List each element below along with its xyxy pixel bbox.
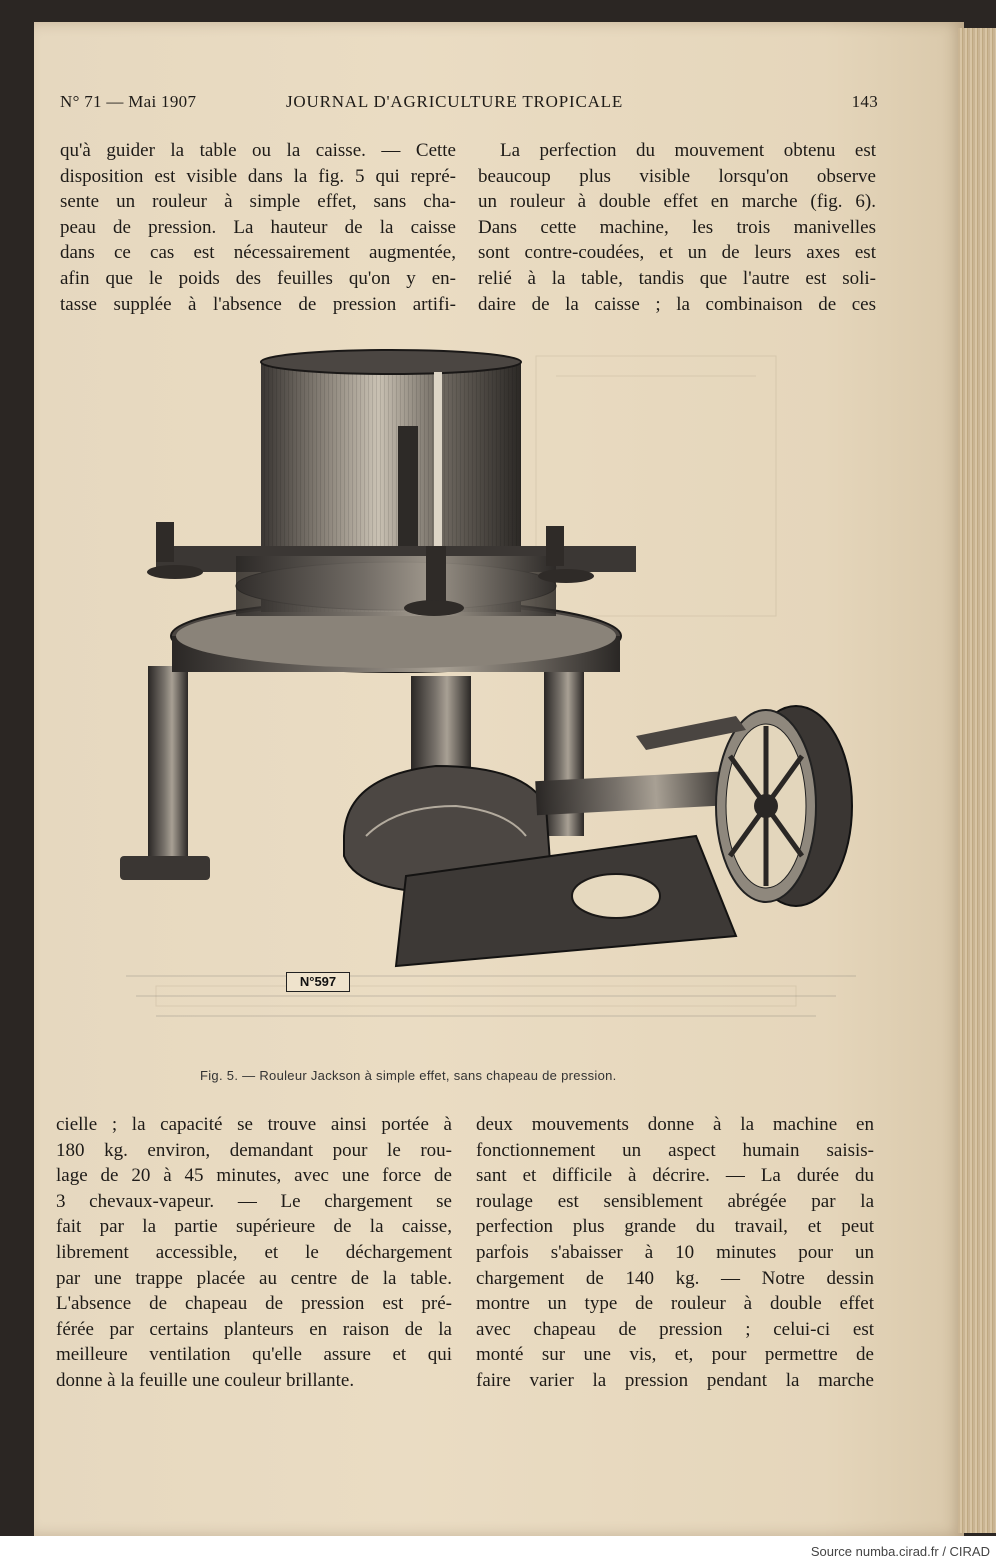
text-line: La perfection du mouvement obtenu est [500,140,876,161]
machine-illustration [96,336,876,1036]
text-line: sont contre-coudées, et un de leurs axes est [478,242,876,264]
text-line: deux mouvements donne à la machine en [476,1114,874,1135]
text-line: 180 kg. environ, demandant pour le rou- [56,1139,452,1161]
text-line: fonctionnement un aspect humain saisis- [476,1139,874,1161]
text-line: férée par certains planteurs en raison de la [56,1318,452,1340]
text-line: faire varier la pression pendant la marche [476,1369,874,1391]
text-line: monté sur une vis, et, pour permettre de [476,1344,874,1366]
text-line: afin que le poids des feuilles qu'on y en- [60,267,456,289]
text-line: meilleure ventilation qu'elle assure et qui [56,1344,452,1366]
figure-caption: Fig. 5. — Rouleur Jackson à simple effet, sans chapeau de pression. [200,1068,617,1083]
text-line: 3 chevaux-vapeur. — Le chargement se [56,1190,452,1212]
running-header [60,92,878,118]
text-line: librement accessible, et le déchargement [56,1241,452,1263]
text-line: sente un rouleur à simple effet, sans cha- [60,191,456,213]
text-line: L'absence de chapeau de pression est pré- [56,1293,452,1315]
text-line: parfois s'abaisser à 10 minutes pour un [476,1241,874,1263]
text-line: beaucoup plus visible lorsqu'on observe [478,165,876,187]
text-line: peau de pression. La hauteur de la caisse [60,216,456,238]
text-line: dans ce cas est nécessairement augmentée, [60,242,456,264]
text-line: fait par la partie supérieure de la caisse, [56,1216,452,1238]
column-bottom-left [56,1112,452,1394]
text-line: un rouleur à double effet en marche (fig. 6). [478,191,876,213]
issue-date: N° 71 — Mai 1907 [60,92,197,111]
plate-number-label: N°597 [286,972,350,992]
text-line: perfection plus grande du travail, et peut [476,1216,874,1238]
column-bottom-right [476,1112,874,1394]
text-line: qu'à guider la table ou la caisse. — Cette [60,140,456,161]
text-line: disposition est visible dans la fig. 5 qui repré- [60,165,456,187]
text-line: tasse supplée à l'absence de pression artifi- [60,293,456,315]
text-line: donne à la feuille une couleur brillante. [56,1369,355,1391]
text-line: Dans cette machine, les trois manivelles [478,216,876,238]
text-line: relié à la table, tandis que l'autre est soli- [478,267,876,289]
journal-title: JOURNAL D'AGRICULTURE TROPICALE [286,92,624,111]
text-line: lage de 20 à 45 minutes, avec une force de [56,1165,452,1187]
text-line: daire de la caisse ; la combinaison de ces [478,293,876,315]
text-line: roulage est sensiblement abrégée par la [476,1190,874,1212]
column-top-left [60,138,456,317]
text-line: cielle ; la capacité se trouve ainsi portée à [56,1114,452,1135]
text-line: sant et difficile à décrire. — La durée du [476,1165,874,1187]
page-edges [958,28,996,1533]
text-line: avec chapeau de pression ; celui-ci est [476,1318,874,1340]
text-line: montre un type de rouleur à double effet [476,1293,874,1315]
text-line: chargement de 140 kg. — Notre dessin [476,1267,874,1289]
column-top-right [478,138,876,317]
page-number: 143 [851,92,878,111]
source-credit: Source numba.cirad.fr / CIRAD [810,1544,990,1559]
text-line: par une trappe placée au centre de la table. [56,1267,452,1289]
